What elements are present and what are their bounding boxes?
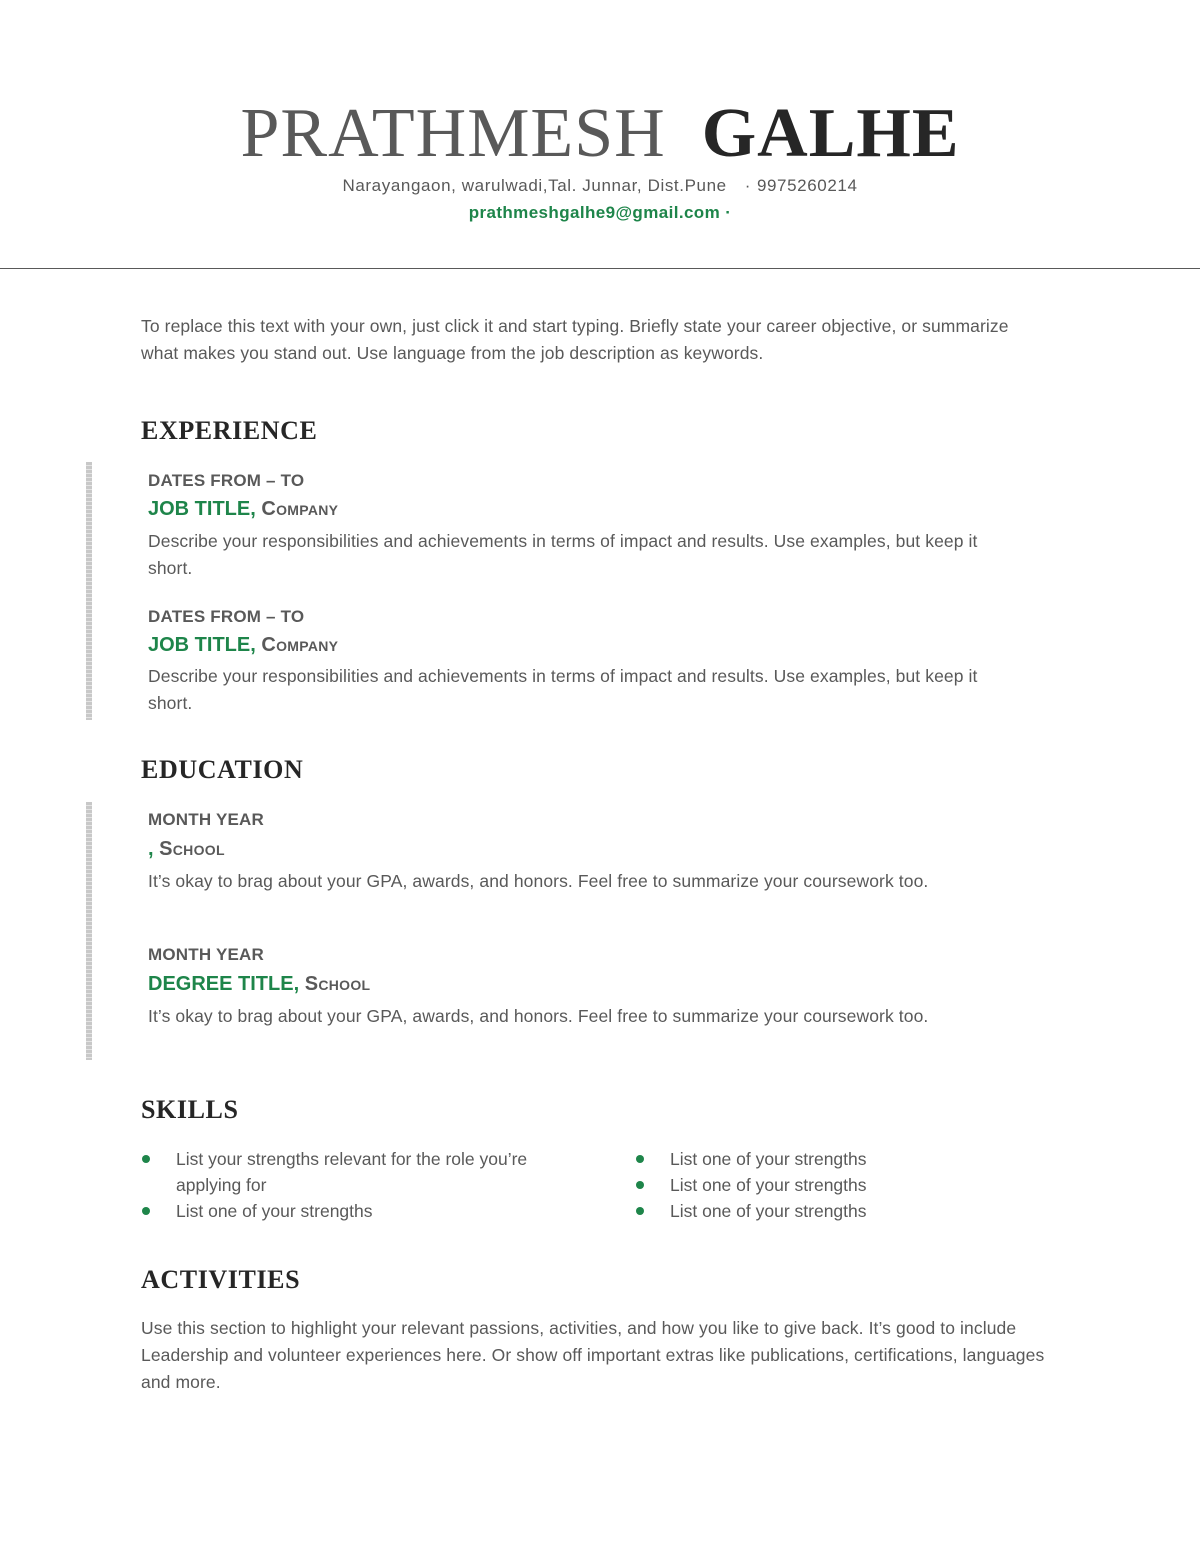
candidate-name — [0, 92, 1200, 176]
skill-list-item — [670, 1146, 1090, 1172]
bullet-icon — [636, 1207, 644, 1215]
skill-text: List one of your strengths — [670, 1149, 867, 1169]
last-name: GALHE — [701, 95, 960, 172]
experience-dates: DATES FROM – TO — [148, 607, 305, 626]
address: Narayangaon, warulwadi,Tal. Junnar, Dist.Pune — [342, 176, 727, 195]
job-title: JOB TITLE, — [148, 498, 256, 520]
bullet-icon — [636, 1155, 644, 1163]
education-dates: MONTH YEAR — [148, 945, 264, 964]
experience-timeline-bar — [86, 462, 92, 720]
education-description: It’s okay to brag about your GPA, awards, and honors. Feel free to summarize your coursework too. — [148, 1006, 929, 1026]
experience-description: Describe your responsibilities and achievements in terms of impact and results. Use examples, but keep it short. — [148, 531, 978, 578]
skill-list-item — [176, 1198, 596, 1224]
bullet-icon — [636, 1181, 644, 1189]
school-name: School — [159, 838, 225, 860]
experience-job-title — [148, 496, 338, 522]
education-dates: MONTH YEAR — [148, 810, 264, 829]
skill-text: List one of your strengths — [670, 1175, 867, 1195]
bullet-icon — [142, 1207, 150, 1215]
career-objective: To replace this text with your own, just click it and start typing. Briefly state your career objective, or summarize what makes you stand out. Use language from the job description as keywords. — [141, 316, 1009, 363]
education-timeline-bar — [86, 802, 92, 1060]
company-name: Company — [261, 634, 339, 656]
company-name: Company — [261, 498, 339, 520]
activities-heading: ACTIVITIES — [141, 1265, 301, 1294]
phone-number: 9975260214 — [756, 176, 858, 195]
job-title: JOB TITLE, — [148, 634, 256, 656]
degree-title: , — [148, 838, 154, 860]
school-name: School — [304, 973, 371, 995]
education-description: It’s okay to brag about your GPA, awards, and honors. Feel free to summarize your coursework too. — [148, 871, 929, 891]
header-divider — [0, 268, 1200, 269]
contact-info — [0, 174, 1200, 198]
email-address[interactable]: prathmeshgalhe9@gmail.com · — [468, 203, 732, 222]
skill-list-item — [670, 1198, 1090, 1224]
contact-separator: · — [744, 176, 751, 195]
experience-heading: EXPERIENCE — [141, 416, 318, 445]
experience-dates: DATES FROM – TO — [148, 471, 305, 490]
education-degree-title — [148, 836, 225, 862]
first-name: PRATHMESH — [240, 95, 666, 172]
skill-text: List your strengths relevant for the role you’re applying for — [176, 1149, 528, 1195]
experience-description: Describe your responsibilities and achievements in terms of impact and results. Use examples, but keep it short. — [148, 666, 978, 713]
education-degree-title — [148, 971, 370, 997]
bullet-icon — [142, 1155, 150, 1163]
skill-text: List one of your strengths — [176, 1201, 373, 1221]
degree-title: DEGREE TITLE, — [148, 973, 300, 995]
skills-heading: SKILLS — [141, 1095, 239, 1124]
skill-list-item — [176, 1146, 596, 1198]
experience-job-title — [148, 632, 338, 658]
activities-description: Use this section to highlight your relevant passions, activities, and how you like to give back. It’s good to include Leadership and volunteer experiences here. Or show off important extras like publications, certifications, languages and more. — [141, 1318, 1045, 1392]
education-heading: EDUCATION — [141, 755, 304, 784]
skill-list-item — [670, 1172, 1090, 1198]
skill-text: List one of your strengths — [670, 1201, 867, 1221]
